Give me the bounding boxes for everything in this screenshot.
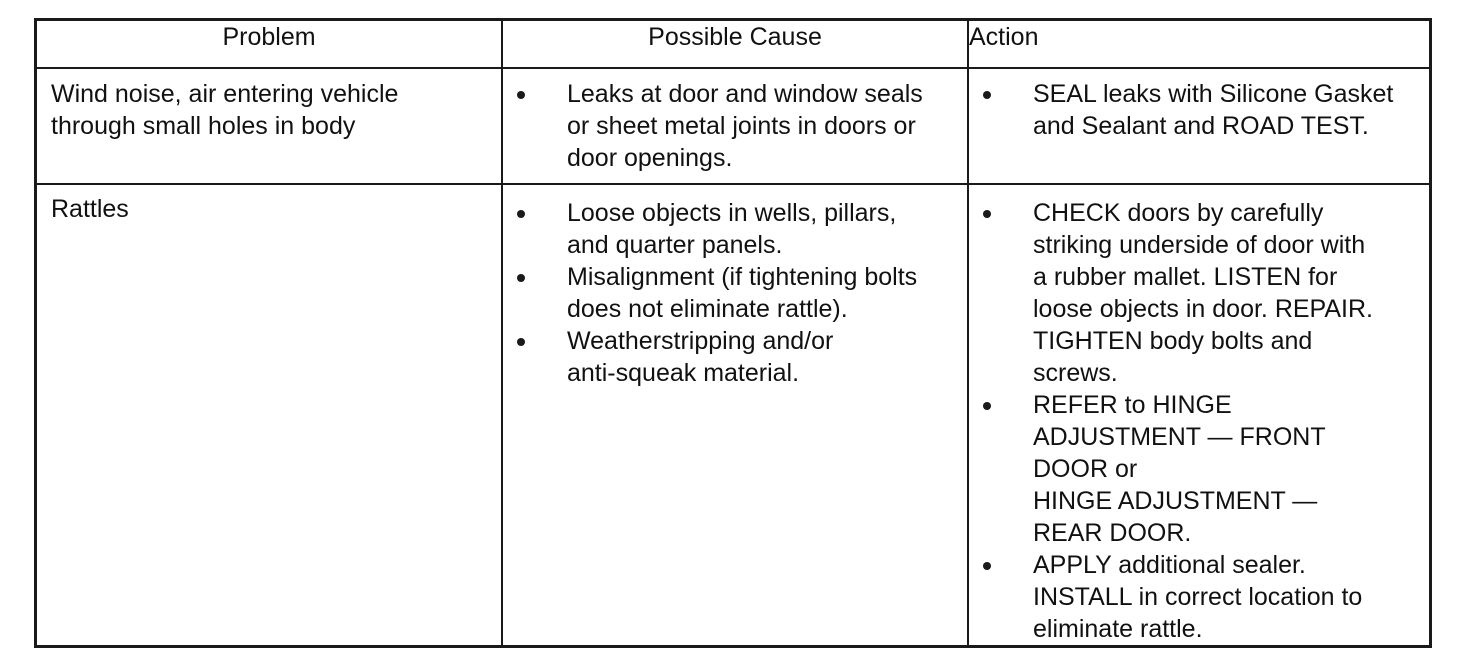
bullet-icon: [983, 402, 991, 410]
list-item: [503, 325, 957, 389]
action-cell: [968, 68, 1429, 184]
list-item: [503, 78, 957, 174]
bullet-icon: [517, 338, 525, 346]
table-header-row: [37, 21, 1429, 68]
header-problem: Problem: [37, 21, 502, 68]
list-item: [969, 197, 1419, 389]
action-cell: [968, 184, 1429, 645]
problem-cell: [37, 184, 502, 645]
action-text: REFER to HINGE ADJUSTMENT — FRONT DOOR or HINGE ADJUSTMENT — REAR DOOR.: [1033, 391, 1326, 547]
list-item: [969, 389, 1419, 549]
action-text: SEAL leaks with Silicone Gasket and Sealant and ROAD TEST.: [1033, 80, 1394, 140]
diagnosis-table-frame: [34, 18, 1432, 648]
cause-cell: [502, 68, 968, 184]
list-item: [969, 549, 1419, 645]
header-possible-cause: Possible Cause: [502, 21, 968, 68]
action-text: APPLY additional sealer. INSTALL in correct location to eliminate rattle.: [1033, 551, 1363, 643]
header-action: Action: [968, 21, 1429, 68]
bullet-icon: [517, 210, 525, 218]
cause-list: [503, 69, 967, 174]
bullet-icon: [517, 274, 525, 282]
problem-text: Rattles: [51, 195, 129, 223]
problem-text: Wind noise, air entering vehicle through small holes in body: [51, 80, 399, 140]
cause-list: [503, 185, 967, 389]
list-item: [503, 197, 957, 261]
diagnosis-table: [37, 21, 1429, 645]
action-text: CHECK doors by carefully striking underside of door with a rubber mallet. LISTEN for loose objects in door. REPAIR. TIGHTEN body bolts and screws.: [1033, 199, 1373, 387]
cause-text: Leaks at door and window seals or sheet metal joints in doors or door openings.: [567, 80, 923, 172]
action-list: [969, 69, 1429, 142]
bullet-icon: [983, 562, 991, 570]
table-row: [37, 68, 1429, 184]
action-list: [969, 185, 1429, 645]
cause-text: Weatherstripping and/or anti-squeak material.: [567, 327, 834, 387]
list-item: [503, 261, 957, 325]
list-item: [969, 78, 1419, 142]
table-row: [37, 184, 1429, 645]
cause-text: Misalignment (if tightening bolts does not eliminate rattle).: [567, 263, 918, 323]
bullet-icon: [983, 210, 991, 218]
problem-cell: [37, 68, 502, 184]
cause-cell: [502, 184, 968, 645]
bullet-icon: [517, 91, 525, 99]
bullet-icon: [983, 91, 991, 99]
cause-text: Loose objects in wells, pillars, and quarter panels.: [567, 199, 897, 259]
